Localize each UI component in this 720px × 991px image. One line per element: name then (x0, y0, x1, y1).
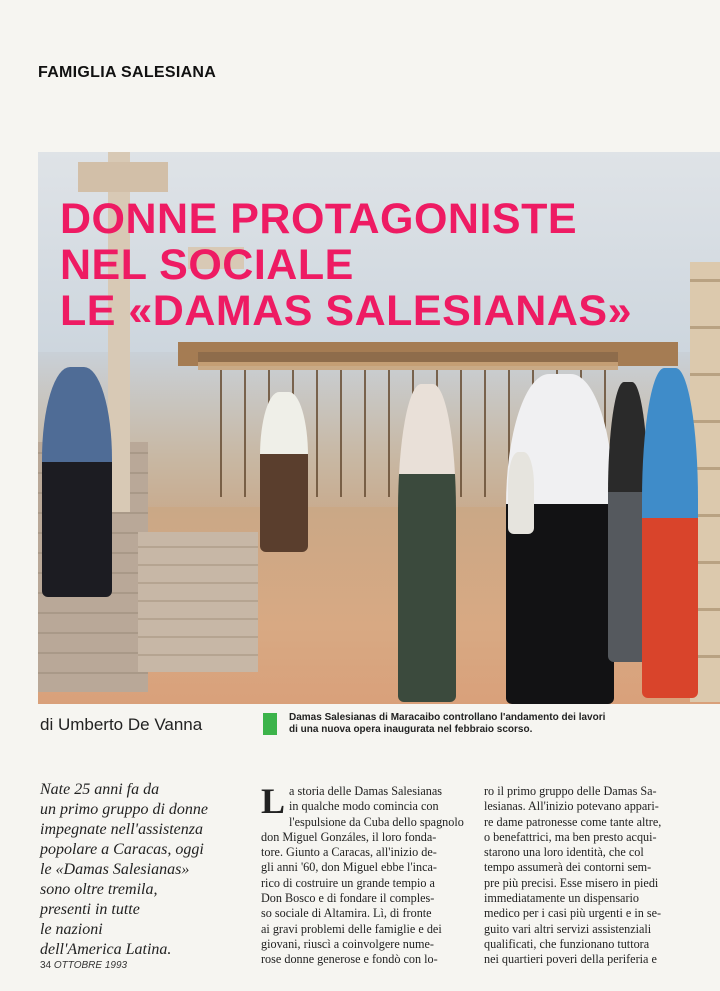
lead-line: un primo gruppo di donne (40, 801, 208, 818)
body-line: Don Bosco e di fondare il comples- (261, 891, 435, 906)
body-line: nei quartieri poveri della periferia e (484, 952, 657, 967)
headline-line-2: NEL SOCIALE (60, 241, 354, 289)
headline (60, 196, 632, 334)
drop-cap: L (261, 781, 286, 821)
body-line: o benefattrici, ma ben presto acqui- (484, 829, 657, 844)
body-line: giovani, riuscì a coinvolgere nume- (261, 936, 434, 951)
headline-line-1: DONNE PROTAGONISTE (60, 195, 578, 243)
body-line: in qualche modo comincia con (289, 799, 439, 814)
body-line: lesianas. All'inizio potevano appari- (484, 799, 659, 814)
photo-caption (289, 712, 709, 736)
headline-line-3: LE «DAMAS SALESIANAS» (60, 287, 632, 335)
body-line: immediatamente un dispensario (484, 891, 640, 906)
caption-marker (263, 713, 277, 735)
page-folio (40, 960, 127, 971)
body-column-1 (261, 781, 473, 968)
body-line: gli anni '60, don Miguel ebbe l'inca- (261, 860, 437, 875)
body-line: so sociale di Altamira. Lì, di fronte (261, 906, 432, 921)
body-line: guito vari altri servizi assistenziali (484, 921, 652, 936)
body-column-2 (484, 784, 696, 968)
body-line: don Miguel Gonzáles, il loro fonda- (261, 829, 437, 844)
body-line: rico di costruire un grande tempio a (261, 875, 435, 890)
body-line: rose donne generose e fondò con lo- (261, 952, 438, 967)
page-number: 34 (40, 960, 52, 971)
body-line: pre più precisi. Esse misero in piedi (484, 875, 659, 890)
lead-line: le nazioni (40, 921, 103, 938)
lead-line: dell'America Latina. (40, 941, 172, 958)
body-line: qualificati, che funzionano tuttora (484, 936, 650, 951)
lead-line: sono oltre tremila, (40, 881, 158, 898)
magazine-issue: OTTOBRE 1993 (53, 960, 128, 971)
lead-paragraph (40, 780, 245, 960)
body-line: ro il primo gruppo delle Damas Sa- (484, 784, 657, 798)
body-line: tore. Giunto a Caracas, all'inizio de- (261, 845, 437, 860)
lead-line: popolare a Caracas, oggi (40, 841, 204, 858)
body-line: ai gravi problemi delle famiglie e dei (261, 921, 442, 936)
section-header: FAMIGLIA SALESIANA (38, 64, 217, 81)
byline: di Umberto De Vanna (40, 715, 203, 734)
body-line: l'espulsione da Cuba dello spagnolo (289, 814, 464, 829)
caption-line-1: Damas Salesianas di Maracaibo controllano l'andamento dei lavori (289, 712, 606, 723)
body-line: medico per i casi più urgenti e in se- (484, 906, 662, 921)
body-line: tempo assumerà dei contorni sem- (484, 860, 652, 875)
body-line: re dame patronesse come tante altre, (484, 814, 662, 829)
body-line: a storia delle Damas Salesianas (289, 784, 442, 798)
lead-line: Nate 25 anni fa da (40, 781, 160, 798)
lead-line: presenti in tutte (40, 901, 140, 918)
body-line: starono una loro identità, che col (484, 845, 644, 860)
lead-line: le «Damas Salesianas» (40, 861, 190, 878)
caption-line-2: di una nuova opera inaugurata nel febbraio scorso. (289, 724, 533, 735)
lead-line: impegnate nell'assistenza (40, 821, 203, 838)
